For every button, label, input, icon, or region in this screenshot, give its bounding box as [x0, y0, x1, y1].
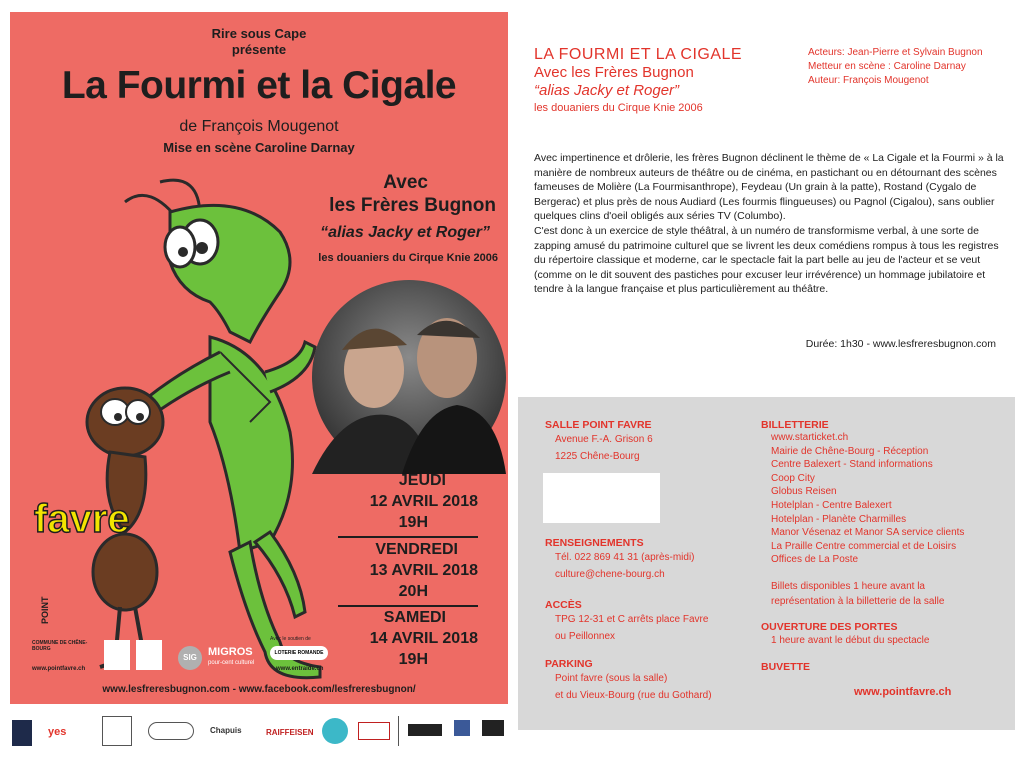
poster-douaniers: les douaniers du Cirque Knie 2006: [318, 252, 498, 264]
billetterie-list: [771, 431, 964, 567]
ticket-outlet: Hotelplan - Centre Balexert: [771, 499, 892, 511]
note-line: représentation à la billetterie de la salle: [771, 596, 945, 607]
show-title: LA FOURMI ET LA CIGALE: [534, 46, 743, 63]
poster: [10, 12, 508, 704]
crest-icon: [136, 640, 162, 670]
buvette-heading: BUVETTE: [761, 661, 811, 673]
show-douaniers: les douaniers du Cirque Knie 2006: [534, 102, 703, 114]
svg-text:POINT: POINT: [40, 596, 50, 624]
ticket-outlet: Coop City: [771, 472, 815, 484]
poster-urls: www.lesfreresbugnon.com - www.facebook.com/lesfreresbugnon/: [102, 684, 416, 695]
ticket-outlet: La Praille Centre commercial et de Loisirs: [771, 540, 957, 552]
show-alias: “alias Jacky et Roger”: [534, 82, 680, 99]
commune-logo: COMMUNE DE CHÊNE-BOURG: [32, 640, 88, 652]
date-1-date: 12 AVRIL 2018: [369, 493, 478, 510]
acces-heading: ACCÈS: [545, 599, 582, 611]
date-2-day: VENDREDI: [375, 541, 458, 558]
poster-presenter: Rire sous Cape: [211, 26, 307, 41]
ouverture-heading: OUVERTURE DES PORTES: [761, 621, 898, 633]
note-line: Billets disponibles 1 heure avant la: [771, 581, 925, 592]
acces-line: TPG 12-31 et C arrêts place Favre: [555, 614, 709, 625]
partner-logo-icon: [102, 716, 132, 746]
partner-logo-icon: [148, 722, 194, 740]
ticket-outlet: Manor Vésenaz et Manor SA service clients: [771, 527, 965, 539]
yes-logo: yes: [48, 726, 67, 738]
date-separator: [338, 605, 478, 607]
svg-text:favre: favre: [34, 497, 130, 541]
pointfavre-url: www.pointfavre.ch: [32, 666, 86, 672]
ticket-outlet: www.starticket.ch: [771, 432, 849, 443]
chapuis-logo: Chapuis: [210, 726, 242, 735]
credit-director: Metteur en scène : Caroline Darnay: [808, 61, 966, 72]
address-line: Avenue F.-A. Grison 6: [555, 434, 653, 445]
migros-logo: MIGROS: [208, 646, 253, 658]
ticket-outlet: Hotelplan - Planète Charmilles: [771, 513, 907, 525]
ticket-outlet: Offices de La Poste: [771, 554, 859, 566]
partner-logo-icon: [408, 724, 442, 736]
email-address: culture@chene-bourg.ch: [555, 568, 665, 580]
ouverture-info: 1 heure avant le début du spectacle: [771, 635, 930, 646]
poster-performers: les Frères Bugnon: [329, 195, 496, 216]
date-3-time: 19H: [398, 651, 428, 668]
billetterie-heading: BILLETTERIE: [761, 419, 829, 431]
poster-sponsors: [32, 636, 332, 678]
loterie-support-text: Avec le soutien de: [270, 636, 311, 642]
acces-line: ou Peillonnex: [555, 630, 616, 642]
show-performers: Avec les Frères Bugnon: [534, 64, 694, 81]
commune-crest-icon: [104, 640, 130, 670]
partner-logo-icon: [482, 720, 504, 736]
ticket-outlet: Centre Balexert - Stand informations: [771, 459, 933, 471]
poster-avec: Avec: [383, 172, 428, 193]
show-heading: [534, 46, 742, 116]
blank-box: [543, 473, 660, 523]
poster-director: Mise en scène Caroline Darnay: [163, 140, 355, 155]
migros-subtitle: pour-cent culturel: [208, 660, 255, 666]
parking-line: Point favre (sous la salle): [555, 673, 668, 684]
poster-alias: “alias Jacky et Roger”: [320, 224, 490, 241]
ticket-outlet: Mairie de Chêne-Bourg - Réception: [771, 445, 929, 457]
phone-number: Tél. 022 869 41 31 (après-midi): [555, 552, 695, 563]
credit-actors: Acteurs: Jean-Pierre et Sylvain Bugnon: [808, 47, 983, 58]
poster-presents: présente: [231, 42, 287, 57]
date-1-day: JEUDI: [398, 472, 446, 489]
entraide-url: www.entraide.ch: [276, 666, 324, 672]
description-paragraph: C'est donc à un exercice de style théâtral, à un numéro de transformisme verbal, à une sorte de zapping amusé du patrimoine culturel que se livrent les deux comédiens rompus à tous les registres du répertoire classique et moderne, car le spectacle fait la part belle au jeu de l'acteur et se veut (comme on le dit souvent des pastiches pour excuser leur irrévérence) un hommage jubilatoire et tendre à la langue française et plus particulièrement au théâtre.: [534, 224, 999, 296]
date-separator: [338, 536, 478, 538]
divider: [398, 716, 399, 746]
salle-address: [555, 432, 653, 465]
date-3-date: 14 AVRIL 2018: [369, 630, 478, 647]
date-2-time: 20H: [398, 583, 428, 600]
show-credits: [808, 46, 983, 88]
partner-logo-icon: [322, 718, 348, 744]
loterie-logo: LOTERIE ROMANDE: [270, 646, 328, 660]
poster-title: La Fourmi et la Cigale: [61, 64, 457, 107]
date-1-time: 19H: [398, 514, 428, 531]
sig-logo: SIG: [178, 646, 202, 670]
billetterie-note: [771, 579, 944, 609]
ticket-outlet: Globus Reisen: [771, 486, 837, 498]
partner-logo-icon: [12, 720, 32, 746]
practical-info-box: [518, 397, 1015, 730]
date-3-day: SAMEDI: [383, 609, 446, 626]
parking-info: [555, 671, 712, 704]
acces-info: [555, 612, 708, 645]
partner-logo-icon: [358, 722, 390, 740]
performers-photo: [312, 280, 506, 474]
show-description: [534, 151, 1004, 297]
salle-heading: SALLE POINT FAVRE: [545, 419, 652, 431]
poster-author: de François Mougenot: [179, 118, 339, 135]
address-line: 1225 Chêne-Bourg: [555, 450, 640, 462]
renseignements-info: [555, 550, 695, 583]
date-2-date: 13 AVRIL 2018: [369, 562, 478, 579]
credit-author: Auteur: François Mougenot: [808, 75, 929, 86]
point-favre-logo: [32, 494, 130, 634]
raiffeisen-logo: RAIFFEISEN: [266, 728, 314, 737]
show-duration: Durée: 1h30 - www.lesfreresbugnon.com: [805, 338, 996, 350]
renseignements-heading: RENSEIGNEMENTS: [545, 537, 644, 549]
parking-heading: PARKING: [545, 658, 593, 670]
description-paragraph: Avec impertinence et drôlerie, les frères Bugnon déclinent le thème de « La Cigale et la Fourmi » à la manière de nombreux auteurs de théâtre ou de cinéma, en pastichant ou en détournant des scènes fameuses de Molière (La Fourmisanthrope), Feydeau (Un grain à la patte), Rostand (Cygalo de Bergerac) et plus près de nous Audiard (Les fourmis flingueuses) ou Pagnol (Cigalou), sans oublier quelques clins d'oeil obligés aux séries TV (Columbo).: [534, 152, 1004, 223]
parking-line: et du Vieux-Bourg (rue du Gothard): [555, 689, 712, 701]
facebook-icon: [454, 720, 470, 736]
partner-logo-strip: [10, 712, 508, 756]
pointfavre-link[interactable]: www.pointfavre.ch: [854, 686, 952, 698]
